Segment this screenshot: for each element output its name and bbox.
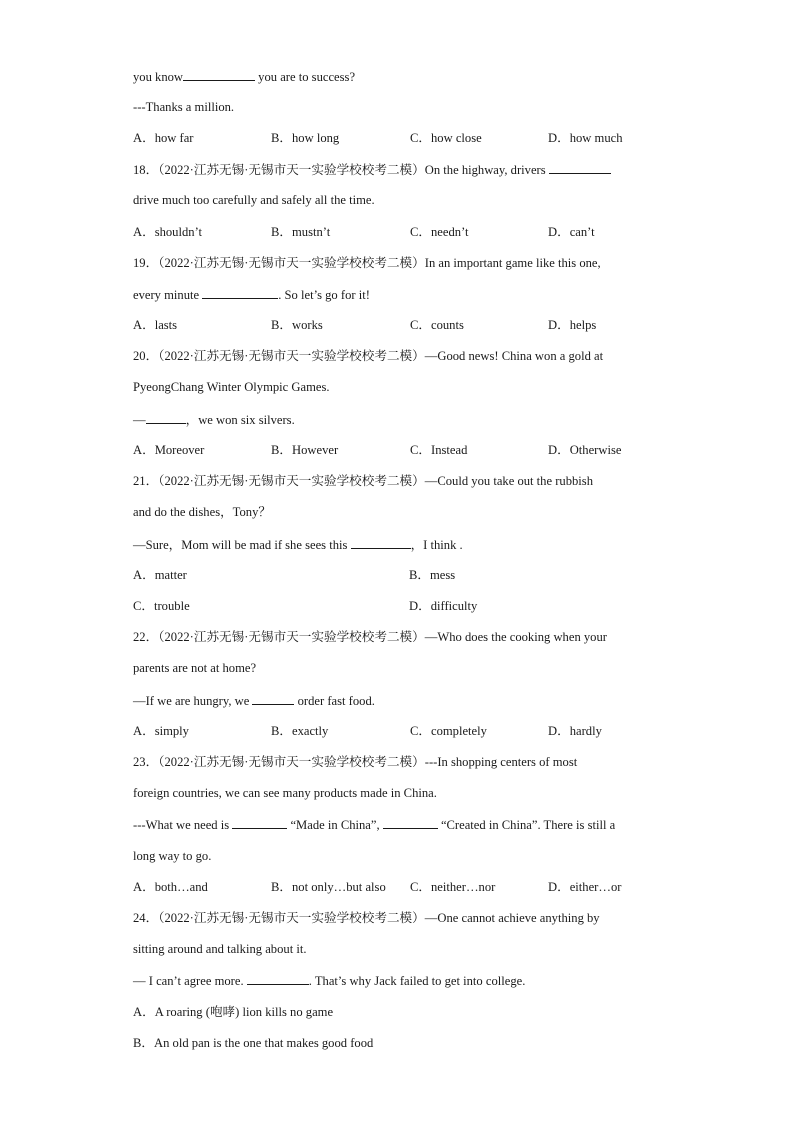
stem-text: every minute — [133, 288, 203, 302]
option-a[interactable]: A．simply — [133, 724, 189, 738]
option-a[interactable]: A．shouldn’t — [133, 225, 203, 239]
question-24-stem-cont: sitting around and talking about it. — [133, 942, 307, 956]
question-17-options — [133, 130, 663, 146]
option-d[interactable]: D．how much — [548, 131, 623, 145]
answer-blank — [351, 536, 411, 549]
option-d[interactable]: D．either…or — [548, 880, 622, 894]
stem-text: “Created in China”. There is still a — [437, 818, 616, 832]
option-b[interactable]: B．mess — [409, 568, 456, 582]
question-21-stem-cont: and do the dishes，Tony？ — [133, 505, 271, 519]
option-a[interactable]: A．how far — [133, 131, 194, 145]
question-source: （2022·江苏无锡·无锡市天一实验学校校考二模） — [158, 474, 425, 488]
question-number: 22． — [133, 630, 159, 644]
stem-text: . So let’s go for it! — [278, 288, 370, 302]
question-number: 18． — [133, 163, 159, 177]
question-23-reply-cont: long way to go. — [133, 849, 212, 863]
answer-blank — [383, 816, 438, 829]
answer-blank — [247, 972, 309, 985]
stem-text: —One cannot achieve anything by — [424, 911, 600, 925]
answer-blank — [183, 68, 255, 81]
option-d[interactable]: D．difficulty — [409, 599, 478, 613]
option-d[interactable]: D．helps — [548, 318, 597, 332]
option-c[interactable]: C．needn’t — [410, 225, 469, 239]
stem-text: you know — [133, 70, 184, 84]
question-18-stem — [133, 161, 663, 178]
question-source: （2022·江苏无锡·无锡市天一实验学校校考二模） — [158, 256, 425, 270]
stem-text: ，I think . — [410, 538, 463, 552]
question-number: 23． — [133, 755, 159, 769]
stem-text: —Who does the cooking when your — [424, 630, 607, 644]
stem-text: —If we are hungry, we — [133, 694, 253, 708]
question-22-stem — [133, 629, 663, 645]
stem-text: —Sure，Mom will be mad if she sees this — [133, 538, 351, 552]
option-a[interactable]: A．matter — [133, 568, 187, 582]
question-source: （2022·江苏无锡·无锡市天一实验学校校考二模） — [158, 911, 425, 925]
option-a[interactable]: A．Moreover — [133, 443, 205, 457]
option-b[interactable]: B．However — [271, 443, 339, 457]
question-20-reply — [133, 411, 663, 428]
question-23-reply — [133, 816, 663, 833]
stem-text: —Could you take out the rubbish — [424, 474, 594, 488]
option-c[interactable]: C．neither…nor — [410, 880, 496, 894]
option-b[interactable]: B．An old pan is the one that makes good food — [133, 1036, 374, 1050]
question-23-options — [133, 879, 663, 895]
question-source: （2022·江苏无锡·无锡市天一实验学校校考二模） — [158, 630, 425, 644]
question-24-stem — [133, 910, 663, 926]
question-22-options — [133, 723, 663, 739]
option-b[interactable]: B．exactly — [271, 724, 329, 738]
answer-blank — [549, 161, 611, 174]
question-18-options — [133, 224, 663, 240]
question-22-stem-cont: parents are not at home? — [133, 661, 257, 675]
stem-text: — I can’t agree more. — [133, 974, 247, 988]
option-c[interactable]: C．completely — [410, 724, 487, 738]
option-c[interactable]: C．how close — [410, 131, 482, 145]
question-18-stem-cont: drive much too carefully and safely all the time. — [133, 193, 375, 207]
stem-text: — — [133, 413, 146, 427]
option-b[interactable]: B．mustn’t — [271, 225, 331, 239]
option-d[interactable]: D．can’t — [548, 225, 595, 239]
question-source: （2022·江苏无锡·无锡市天一实验学校校考二模） — [158, 349, 425, 363]
option-a[interactable]: A．lasts — [133, 318, 178, 332]
question-number: 19． — [133, 256, 159, 270]
answer-blank — [202, 286, 278, 299]
question-source: （2022·江苏无锡·无锡市天一实验学校校考二模） — [158, 163, 425, 177]
option-a[interactable]: A．A roaring (咆哮) lion kills no game — [133, 1005, 334, 1019]
stem-text: . That’s why Jack failed to get into college. — [308, 974, 526, 988]
question-23-stem — [133, 754, 663, 770]
option-c[interactable]: C．Instead — [410, 443, 468, 457]
question-20-stem-cont: PyeongChang Winter Olympic Games. — [133, 380, 330, 394]
question-19-stem-cont — [133, 286, 663, 303]
answer-blank — [232, 816, 287, 829]
stem-text: order fast food. — [294, 694, 375, 708]
option-c[interactable]: C．trouble — [133, 599, 190, 613]
question-21-reply — [133, 536, 663, 553]
question-23-stem-cont: foreign countries, we can see many products made in China. — [133, 786, 437, 800]
question-source: （2022·江苏无锡·无锡市天一实验学校校考二模） — [158, 755, 425, 769]
option-c[interactable]: C．counts — [410, 318, 464, 332]
stem-text: —Good news! China won a gold at — [424, 349, 604, 363]
stem-text: “Made in China”, — [287, 818, 383, 832]
question-21-options-row2 — [133, 598, 663, 614]
question-number: 21． — [133, 474, 159, 488]
question-24-reply — [133, 972, 663, 989]
option-d[interactable]: D．hardly — [548, 724, 602, 738]
stem-text: you are to success? — [255, 70, 356, 84]
option-b[interactable]: B．not only…but also — [271, 880, 386, 894]
question-20-options — [133, 442, 663, 458]
stem-text: In an important game like this one, — [424, 256, 601, 270]
option-b[interactable]: B．works — [271, 318, 323, 332]
question-17-stem — [133, 68, 663, 85]
stem-text: ---In shopping centers of most — [424, 755, 578, 769]
question-21-stem — [133, 473, 663, 489]
stem-text: On the highway, drivers — [424, 163, 549, 177]
question-19-stem — [133, 255, 663, 271]
question-21-options-row1 — [133, 567, 663, 583]
option-b[interactable]: B．how long — [271, 131, 340, 145]
question-number: 20． — [133, 349, 159, 363]
stem-text: ，we won six silvers. — [185, 413, 295, 427]
question-17-reply: ---Thanks a million. — [133, 100, 235, 114]
option-a[interactable]: A．both…and — [133, 880, 208, 894]
stem-text: ---What we need is — [133, 818, 233, 832]
option-d[interactable]: D．Otherwise — [548, 443, 622, 457]
question-22-reply — [133, 692, 663, 709]
question-19-options — [133, 317, 663, 333]
question-20-stem — [133, 348, 663, 364]
question-number: 24． — [133, 911, 159, 925]
answer-blank — [252, 692, 294, 705]
answer-blank — [146, 411, 186, 424]
